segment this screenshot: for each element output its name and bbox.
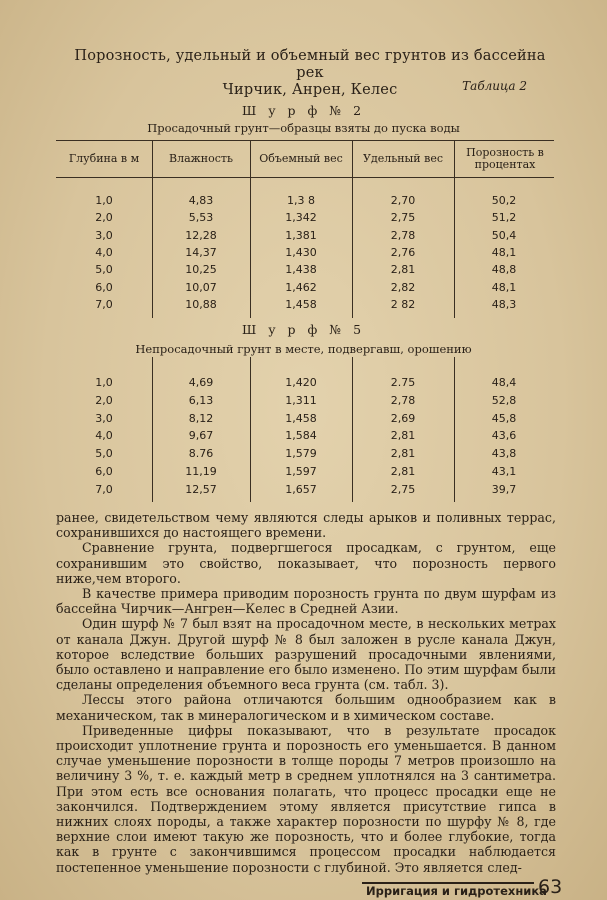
cell-porosity: 45,8 [491,411,517,425]
cell-porosity: 48,1 [491,280,517,294]
cell-moisture: 11,19 [185,465,217,478]
cell-bulk-weight: 1,311 [285,393,317,407]
cell-porosity: 48,4 [491,376,517,389]
cell-depth: 3,0 [95,411,113,425]
title-line-2: Чирчик, Анрен, Келес [222,82,398,98]
cell-moisture: 4,69 [188,376,214,389]
cell-moisture: 4,83 [188,194,214,207]
cell-depth: 5,0 [95,447,113,461]
cell-moisture: 8.76 [188,447,214,461]
cell-bulk-weight: 1,342 [285,211,317,225]
cell-specific-weight: 2,78 [390,228,416,242]
cell-porosity: 43,1 [491,465,517,478]
cell-bulk-weight: 1,462 [285,280,317,294]
shurf-2-subtitle: Просадочный грунт—образцы взяты до пуска воды [147,121,460,135]
cell-specific-weight: 2,75 [390,211,416,225]
cell-bulk-weight: 1,579 [285,447,317,461]
cell-depth: 2,0 [95,211,113,225]
cell-porosity: 43,8 [491,447,517,461]
cell-depth: 1,0 [95,194,113,207]
paragraph: Приведенные цифры показывают, что в результате просадок происходит уплотнение грунта и порозность его уменьшается. В данном случае уменьшение порозности в толще породы 7 метров произошло на величину 3 %, т. е. каждый метр в среднем уплотнялся на 3 сантиметра. При этом есть все основания полагать, что процесс просадки еще не закончился. Подтверждением этому является присутствие гипса в нижних слоях породы, а также характер порозности по шурфу № 8, где верхние слои имеют такую же порозность, что и более глубокие, тогда как в грунте с закончившимся процессом просадки наблюдается постепенное уменьшение порозности с глубиной. Это является след- [56,722,556,875]
cell-moisture: 6,13 [188,393,214,407]
column-header-porosity: Порозность в процентах [466,146,544,171]
cell-moisture: 8,12 [188,411,214,425]
cell-porosity: 43,6 [491,429,517,443]
cell-depth: 7,0 [95,482,113,496]
cell-moisture: 10,07 [185,280,217,294]
cell-porosity: 39,7 [491,482,517,496]
cell-bulk-weight: 1,597 [285,465,317,478]
cell-moisture: 10,88 [185,297,217,311]
cell-porosity: 52,8 [491,393,517,407]
cell-porosity: 48,3 [491,297,517,311]
cell-specific-weight: 2,69 [390,411,416,425]
cell-moisture: 9,67 [188,429,214,443]
cell-bulk-weight: 1,430 [285,245,317,259]
cell-specific-weight: 2,81 [390,447,416,461]
column-header-specific-weight: Удельный вес [363,152,443,165]
shurf-2-title: Ш у р ф № 2 [241,103,366,118]
cell-specific-weight: 2.75 [390,376,416,389]
cell-depth: 4,0 [95,429,113,443]
cell-depth: 3,0 [95,228,113,242]
cell-depth: 7,0 [95,297,113,311]
page-number: 63 [538,876,563,898]
cell-depth: 5,0 [95,263,113,277]
cell-porosity: 48,1 [491,245,517,259]
cell-depth: 1,0 [95,376,113,389]
paragraph: Один шурф № 7 был взят на просадочном месте, в нескольких метрах от канала Джун. Другой шурф № 8 был заложен в русле канала Джун, которое вследствие больших разрушений просадочными явлениями, было оставлено и направление его было изменено. По этим шурфам были сделаны определения объемного веса грунта (см. табл. 3). [56,616,556,693]
cell-moisture: 5,53 [188,211,214,225]
cell-bulk-weight: 1,458 [285,411,317,425]
journal-name: Ирригация и гидротехника [366,884,547,898]
paragraph: В качестве примера приводим порозность грунта по двум шурфам из бассейна Чирчик—Ангрен—Келес в Средней Азии. [56,586,556,617]
cell-porosity: 51,2 [491,211,517,225]
cell-moisture: 12,57 [185,482,217,496]
cell-specific-weight: 2 82 [390,297,416,311]
cell-specific-weight: 2,81 [390,429,416,443]
table-label: Таблица 2 [462,79,527,93]
shurf-5-title: Ш у р ф № 5 [241,322,366,337]
cell-bulk-weight: 1,420 [285,376,317,389]
paragraph: Сравнение грунта, подвергшегося просадкам, с грунтом, еще сохранившим это свойство, показывает, что порозность первого ниже,чем второго. [56,540,556,586]
shurf-5-subtitle: Непросадочный грунт в месте, подвергавш, орошению [135,342,472,356]
body-text [56,510,556,875]
paragraph: Лессы этого района отличаются большим однообразием как в механическом, так в минералогическом и в химическом составе. [56,692,556,723]
cell-porosity: 50,4 [491,228,517,242]
cell-specific-weight: 2,75 [390,482,416,496]
cell-moisture: 12,28 [185,228,217,242]
column-header-moisture: Влажность [169,152,233,165]
table-top-rule [56,140,554,141]
cell-bulk-weight: 1,657 [285,482,317,496]
column-header-depth: Глубина в м [68,152,140,165]
cell-porosity: 50,2 [491,194,517,207]
cell-bulk-weight: 1,3 8 [287,194,315,207]
cell-bulk-weight: 1,458 [285,297,317,311]
cell-moisture: 10,25 [185,263,217,277]
cell-depth: 6,0 [95,280,113,294]
cell-specific-weight: 2,76 [390,245,416,259]
cell-specific-weight: 2,70 [390,194,416,207]
cell-bulk-weight: 1,381 [285,228,317,242]
cell-specific-weight: 2,81 [390,263,416,277]
cell-bulk-weight: 1,438 [285,263,317,277]
cell-porosity: 48,8 [491,263,517,277]
cell-depth: 2,0 [95,393,113,407]
title-line-1: Порозность, удельный и объемный вес грунтов из бассейна рек [74,48,546,81]
cell-depth: 6,0 [95,465,113,478]
column-header-bulk-weight: Объемный вес [259,152,343,165]
cell-moisture: 14,37 [185,245,217,259]
cell-specific-weight: 2,82 [390,280,416,294]
table-header-rule [56,177,554,178]
cell-specific-weight: 2,81 [390,465,416,478]
cell-bulk-weight: 1,584 [285,429,317,443]
cell-specific-weight: 2,78 [390,393,416,407]
paragraph: ранее, свидетельством чему являются следы арыков и поливных террас, сохранившихся до настоящего времени. [56,510,556,541]
cell-depth: 4,0 [95,245,113,259]
